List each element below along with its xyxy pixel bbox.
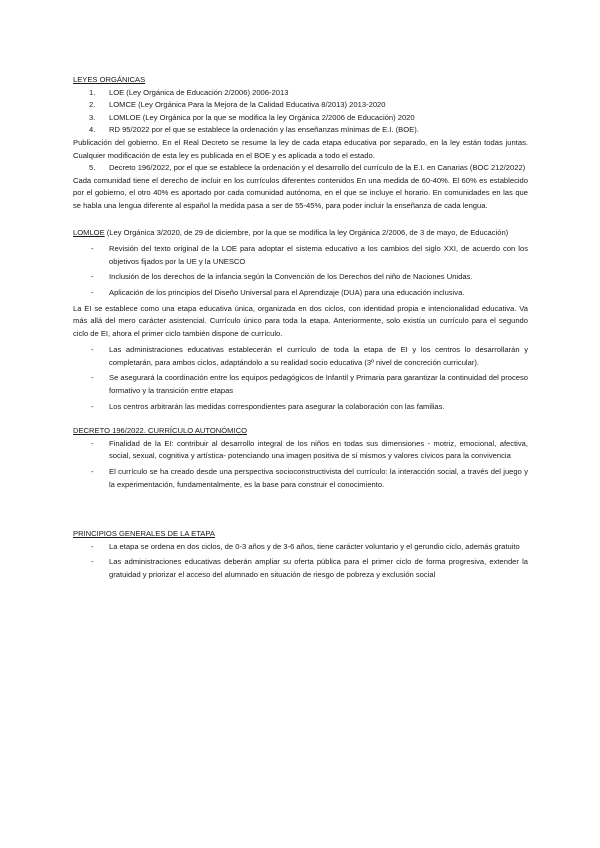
leyes-list-cont [73,162,528,175]
leyes-list [73,87,528,137]
list-item: 4. RD 95/2022 por el que se establece la ordenación y las enseñanzas mínimas de E.I. (BOE). [89,125,419,135]
list-item: 3. LOMLOE (Ley Orgánica por la que se modifica la ley Orgánica 2/2006 de Educación) 2020 [89,112,415,122]
list-item: - Inclusión de los derechos de la infancia según la Convención de los Derechos del niño de Naciones Unidas. [91,272,473,282]
list-item: - La etapa se ordena en dos ciclos, de 0-3 años y de 3-6 años, tiene carácter voluntario y el gerundio ciclo, además gratuito [91,541,520,551]
list-item: - Las administraciones educativas deberán ampliar su oferta pública para el primer ciclo de forma progresiva, extender la gratuidad y priorizar el acceso del alumnado en situación de riesgo de pobreza y exclusión social [91,557,528,579]
document-content [73,74,528,585]
list-item: - Aplicación de los principios del Diseño Universal para el Aprendizaje (DUA) para una educación inclusiva. [91,287,465,297]
principios-heading: PRINCIPIOS GENERALES DE LA ETAPA [73,529,215,539]
list-item: 1. LOE (Ley Orgánica de Educación 2/2006) 2006-2013 [89,87,289,97]
list-item: 2. LOMCE (Ley Orgánica Para la Mejora de la Calidad Educativa 8/2013) 2013-2020 [89,100,386,110]
lomloe-paragraph: La EI se establece como una etapa educativa única, organizada en dos ciclos, con identidad propia e intencionalidad educativa. Va más allá del mero carácter asistencial. Currículo único para toda la etapa. Anteriormente, solo existía un currículo para el segundo ciclo de EI, ahora el primer ciclo también dispone de currículo. [73,303,528,338]
decreto-bullets [73,438,528,491]
leyes-heading: LEYES ORGÁNICAS [73,75,146,84]
list-item: - Se asegurará la coordinación entre los equipos pedagógicos de Infantil y Primaria para garantizar la continuidad del proceso formativo y la transición entre etapas [91,373,528,396]
principios-bullets [73,541,528,582]
list-item: - Finalidad de la EI: contribuir al desarrollo integral de los niños en todas sus dimensiones - motriz, emocional, afectiva, social, sexual, cognitiva y artística- potenciando una imagen positiva de sí mismos y valores cívicos para la convivencia [91,438,528,461]
lomloe-title: LOMLOE [73,227,105,237]
leyes-paragraph-1: Publicación del gobierno. En el Real Decreto se resume la ley de cada etapa educativa por separado, en la ley están todas juntas. Cualquier modificación de esta ley es publicada en el BOE y es aplicada a todo el estado. [73,137,528,160]
lomloe-intro: LOMLOE (Ley Orgánica 3/2020, de 29 de diciembre, por la que se modifica la ley Orgánica 2/2006, de 3 de mayo, de Educación) [73,227,509,237]
list-item: - El currículo se ha creado desde una perspectiva socioconstructivista del currículo: la interacción social, a través del juego y la experimentación, fundamentalmente, es la base para construir el conocimiento. [91,467,528,489]
lomloe-bullets-1 [73,243,528,299]
list-item: - Los centros arbitrarán las medidas correspondientes para asegurar la colaboración con las familias. [91,401,445,411]
leyes-paragraph-2: Cada comunidad tiene el derecho de incluir en los currículos diferentes contenidos En una medida de 60-40%. El 60% es establecido por el gobierno, el otro 40% es aportado por cada comunidad autónoma, en el que se incluye el horario. En comunidades en las que se habla una lengua diferente al español la medida pasa a ser de 55-45%, para poder incluir la enseñanza de cada lengua. [73,175,528,210]
list-item: 5. Decreto 196/2022, por el que se establece la ordenación y el desarrollo del currículo de la E.I. en Canarias (BOC 212/2022) [89,163,526,173]
decreto-heading: DECRETO 196/2022. CURRÍCULO AUTONÓMICO [73,426,247,436]
list-item: - Las administraciones educativas establecerán el currículo de toda la etapa de EI y los centros lo desarrollarán y completarán, para ambos ciclos, adaptándolo a su realidad socio educativa (3º nivel de concreción curricular). [91,345,528,367]
list-item: - Revisión del texto original de la LOE para adoptar el sistema educativo a los cambios del siglo XXI, de acuerdo con los objetivos fijados por la UE y la UNESCO [91,244,528,266]
lomloe-bullets-2 [73,344,528,413]
